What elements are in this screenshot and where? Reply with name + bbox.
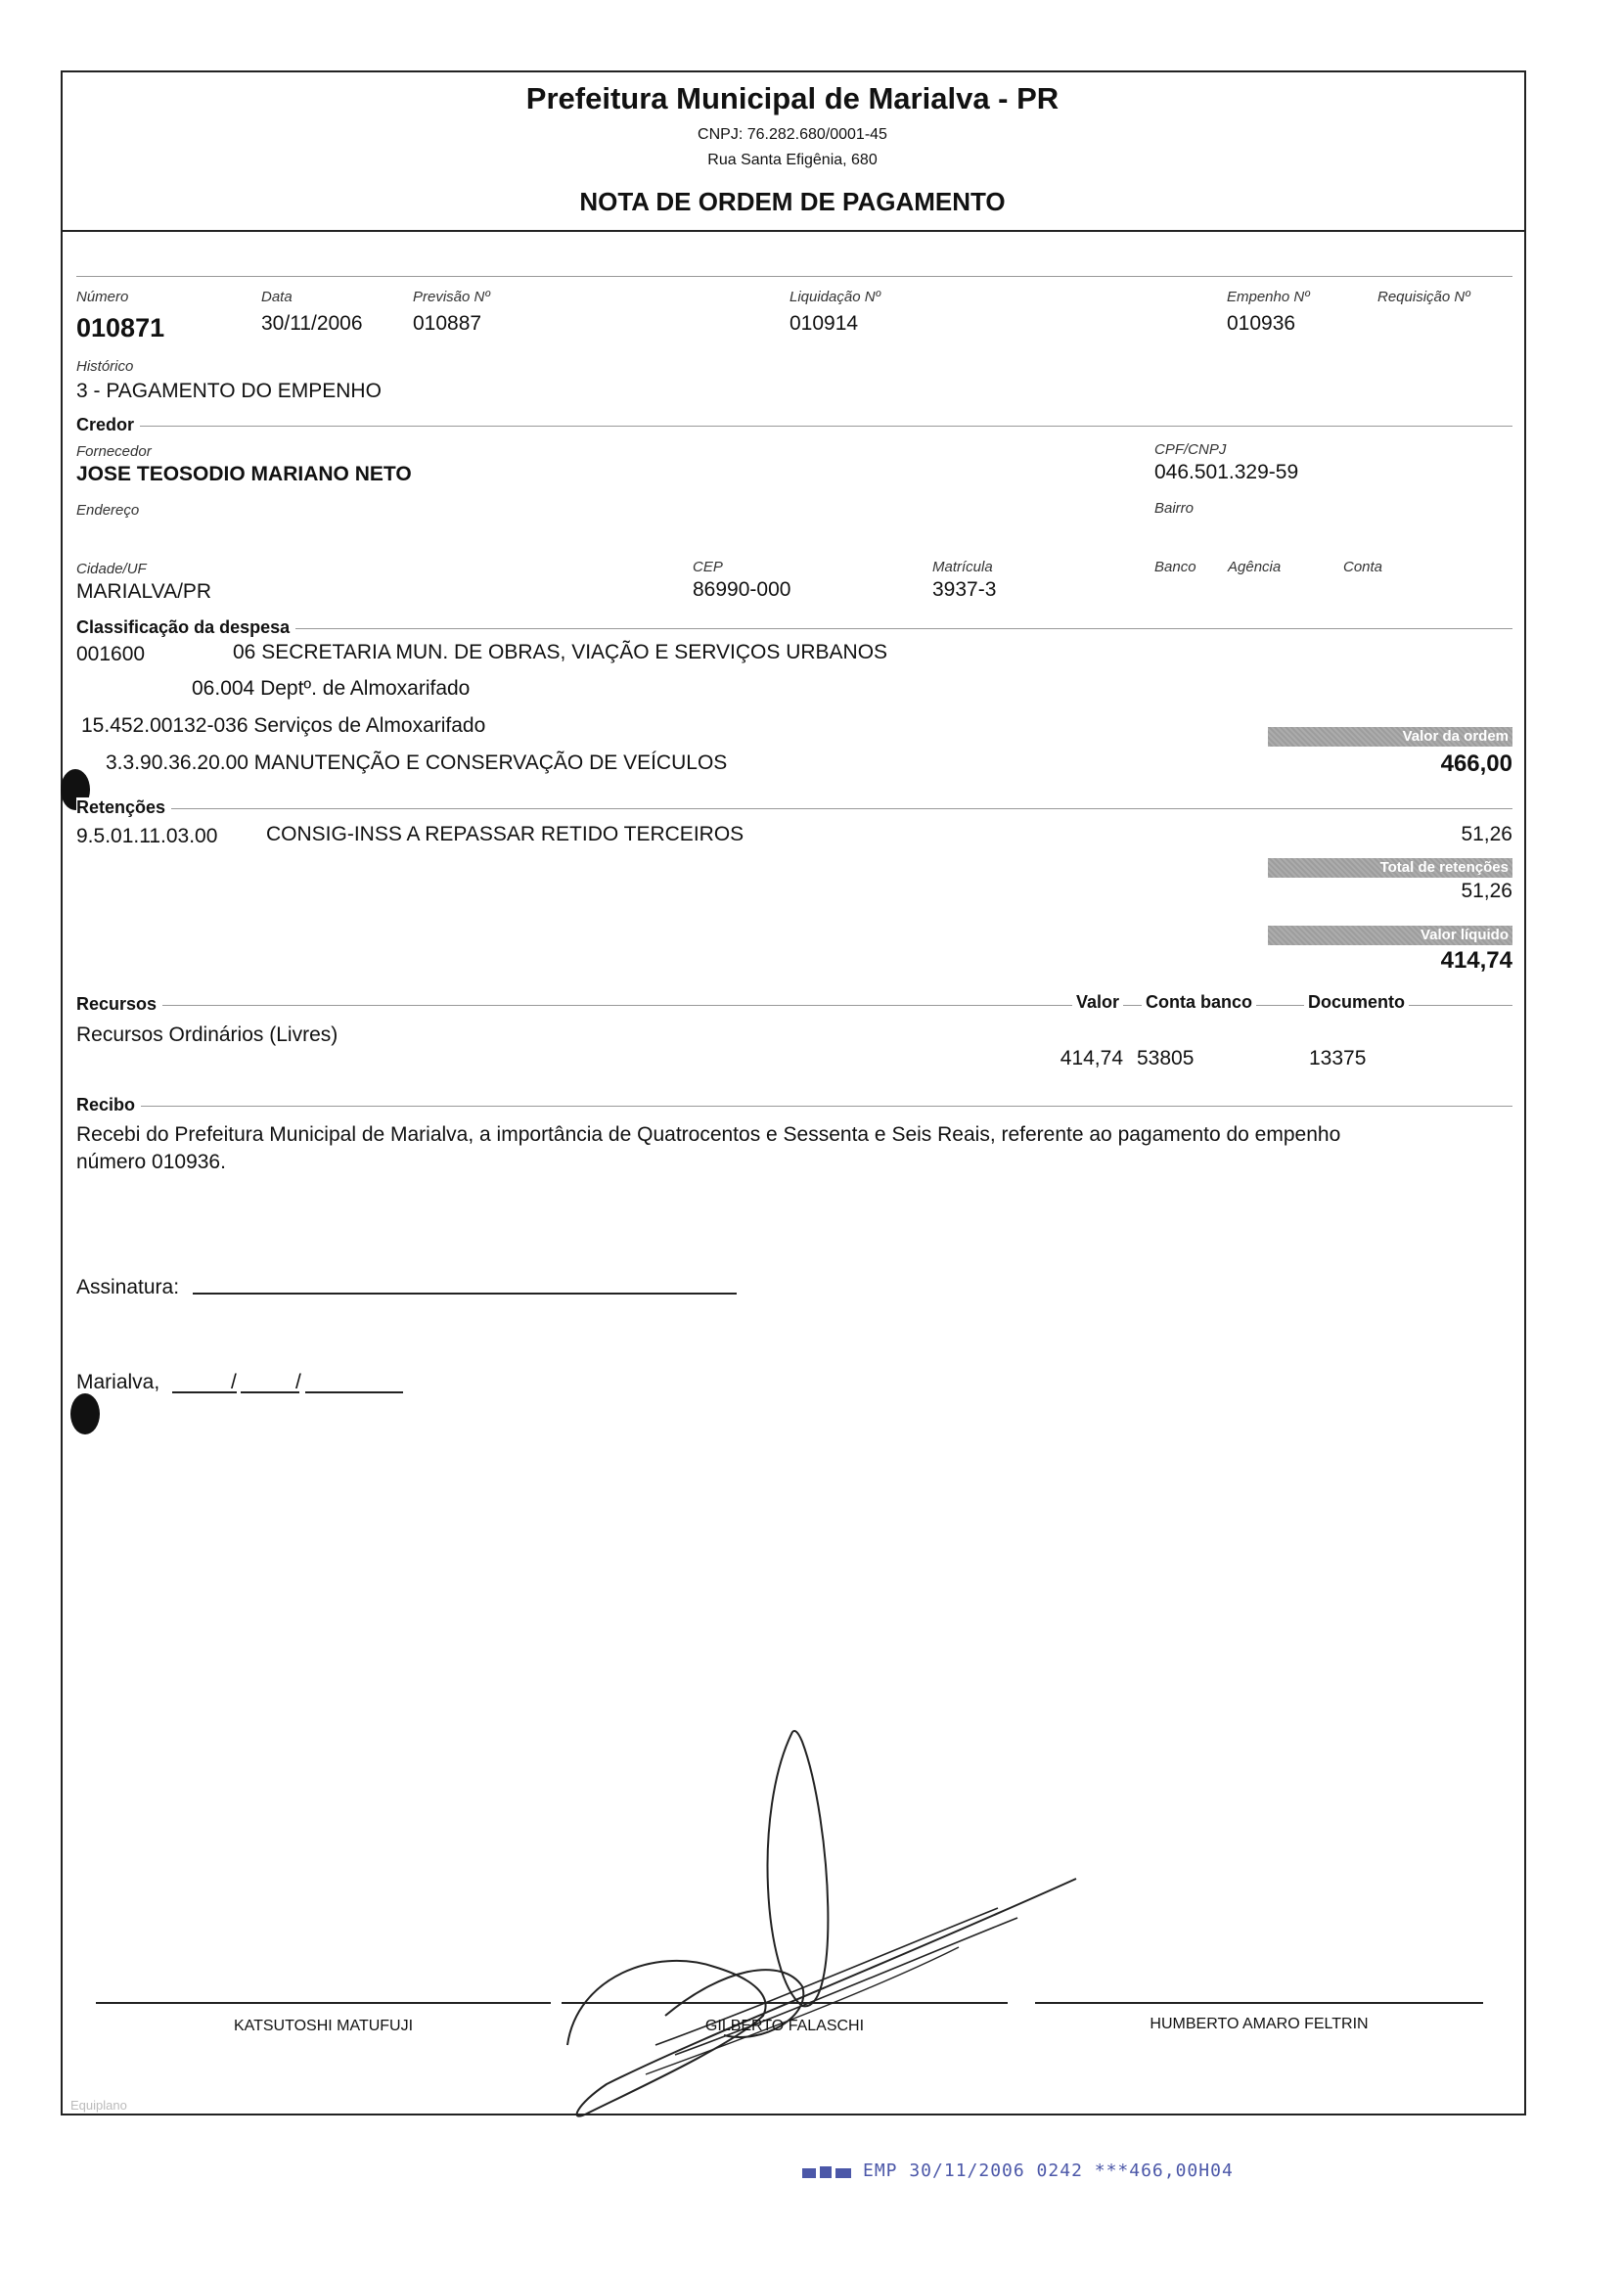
retencao-code: 9.5.01.11.03.00 (76, 825, 218, 847)
date-month-line (241, 1391, 299, 1393)
previsao-label: Previsão Nº (413, 289, 490, 305)
document-title: NOTA DE ORDEM DE PAGAMENTO (579, 187, 1006, 216)
recibo-text-line1: Recebi do Prefeitura Municipal de Marialva, a importância de Quatrocentos e Sessenta e Seis Reais, referente ao pagamento do empenho (76, 1123, 1341, 1146)
stamp-logo-icon (800, 2162, 855, 2187)
valor-liquido-badge: Valor líquido (1268, 926, 1512, 945)
total-retencoes-value: 51,26 (1461, 880, 1512, 902)
mechanical-stamp: EMP 30/11/2006 0242 ***466,00H04 (863, 2160, 1234, 2181)
recursos-documento-header: Documento (1304, 992, 1409, 1013)
agencia-label: Agência (1228, 559, 1282, 575)
retencao-desc: CONSIG-INSS A REPASSAR RETIDO TERCEIROS (266, 823, 744, 845)
assinatura-label: Assinatura: (76, 1276, 180, 1298)
header-address: Rua Santa Efigênia, 680 (707, 152, 878, 168)
recursos-conta: 53805 (1137, 1047, 1195, 1069)
credor-title: Credor (76, 415, 140, 435)
valor-liquido-value: 414,74 (1440, 947, 1512, 974)
assinatura-line (193, 1293, 737, 1295)
retencoes-title: Retenções (76, 797, 171, 818)
handwritten-signature (509, 1722, 1096, 2133)
cidade-label: Cidade/UF (76, 561, 147, 577)
conta-label: Conta (1343, 559, 1383, 575)
recursos-conta-header: Conta banco (1142, 992, 1256, 1013)
cep-value: 86990-000 (693, 578, 791, 601)
numero-label: Número (76, 289, 129, 305)
historico-label: Histórico (76, 358, 134, 375)
recursos-title: Recursos (76, 994, 162, 1015)
cep-label: CEP (693, 559, 723, 575)
binder-hole (70, 1393, 100, 1434)
requisicao-label: Requisição Nº (1377, 289, 1470, 305)
software-label: Equiplano (70, 2098, 127, 2113)
bairro-label: Bairro (1154, 500, 1195, 517)
classificacao-line3: 15.452.00132-036 Serviços de Almoxarifado (81, 714, 486, 737)
numero-value: 010871 (76, 313, 165, 342)
date-day-line (172, 1391, 237, 1393)
signature-name-2: GILBERTO FALASCHI (704, 2018, 865, 2034)
signature-line-3 (1035, 2002, 1483, 2004)
retencao-value: 51,26 (1461, 823, 1512, 845)
header-title: Prefeitura Municipal de Marialva - PR (525, 81, 1060, 115)
fornecedor-value: JOSE TEOSODIO MARIANO NETO (76, 463, 412, 485)
recursos-valor-header: Valor (1072, 992, 1123, 1013)
liquidacao-value: 010914 (789, 312, 859, 335)
signature-name-3: HUMBERTO AMARO FELTRIN (1150, 2016, 1369, 2032)
header-divider (61, 230, 1526, 232)
local-label: Marialva, (76, 1371, 160, 1393)
valor-ordem-badge: Valor da ordem (1268, 727, 1512, 747)
credor-rule (76, 426, 1512, 427)
recursos-valor: 414,74 (1060, 1047, 1123, 1069)
recibo-title: Recibo (76, 1095, 141, 1115)
recursos-desc: Recursos Ordinários (Livres) (76, 1023, 338, 1046)
empenho-value: 010936 (1227, 312, 1296, 335)
fornecedor-label: Fornecedor (76, 443, 152, 460)
date-year-line (305, 1391, 403, 1393)
cpf-label: CPF/CNPJ (1154, 441, 1227, 458)
ids-rule (76, 276, 1512, 277)
historico-value: 3 - PAGAMENTO DO EMPENHO (76, 380, 382, 402)
date-slash-2: / (295, 1371, 301, 1393)
recibo-text-line2: número 010936. (76, 1151, 226, 1173)
valor-ordem-value: 466,00 (1440, 750, 1512, 777)
classificacao-line1: 06 SECRETARIA MUN. DE OBRAS, VIAÇÃO E SERVIÇOS URBANOS (233, 641, 888, 663)
recibo-rule (76, 1106, 1512, 1107)
recursos-documento: 13375 (1309, 1047, 1367, 1069)
cpf-value: 046.501.329-59 (1154, 461, 1299, 483)
signature-line-2 (562, 2002, 1008, 2004)
cidade-value: MARIALVA/PR (76, 580, 212, 603)
classificacao-line2: 06.004 Deptº. de Almoxarifado (192, 677, 471, 700)
recursos-rule (76, 1005, 1512, 1006)
endereco-label: Endereço (76, 502, 140, 519)
total-retencoes-badge: Total de retenções (1268, 858, 1512, 878)
matricula-value: 3937-3 (932, 578, 997, 601)
previsao-value: 010887 (413, 312, 482, 335)
matricula-label: Matrícula (932, 559, 993, 575)
empenho-label: Empenho Nº (1227, 289, 1310, 305)
header-cnpj: CNPJ: 76.282.680/0001-45 (698, 126, 887, 143)
banco-label: Banco (1154, 559, 1196, 575)
classificacao-title: Classificação da despesa (76, 617, 295, 638)
data-label: Data (261, 289, 293, 305)
liquidacao-label: Liquidação Nº (789, 289, 881, 305)
signature-line-1 (96, 2002, 551, 2004)
retencoes-rule (76, 808, 1512, 809)
classificacao-line4: 3.3.90.36.20.00 MANUTENÇÃO E CONSERVAÇÃO DE VEÍCULOS (106, 751, 728, 774)
signature-name-1: KATSUTOSHI MATUFUJI (233, 2018, 414, 2034)
date-slash-1: / (231, 1371, 237, 1393)
data-value: 30/11/2006 (261, 312, 363, 335)
classificacao-code: 001600 (76, 643, 146, 665)
